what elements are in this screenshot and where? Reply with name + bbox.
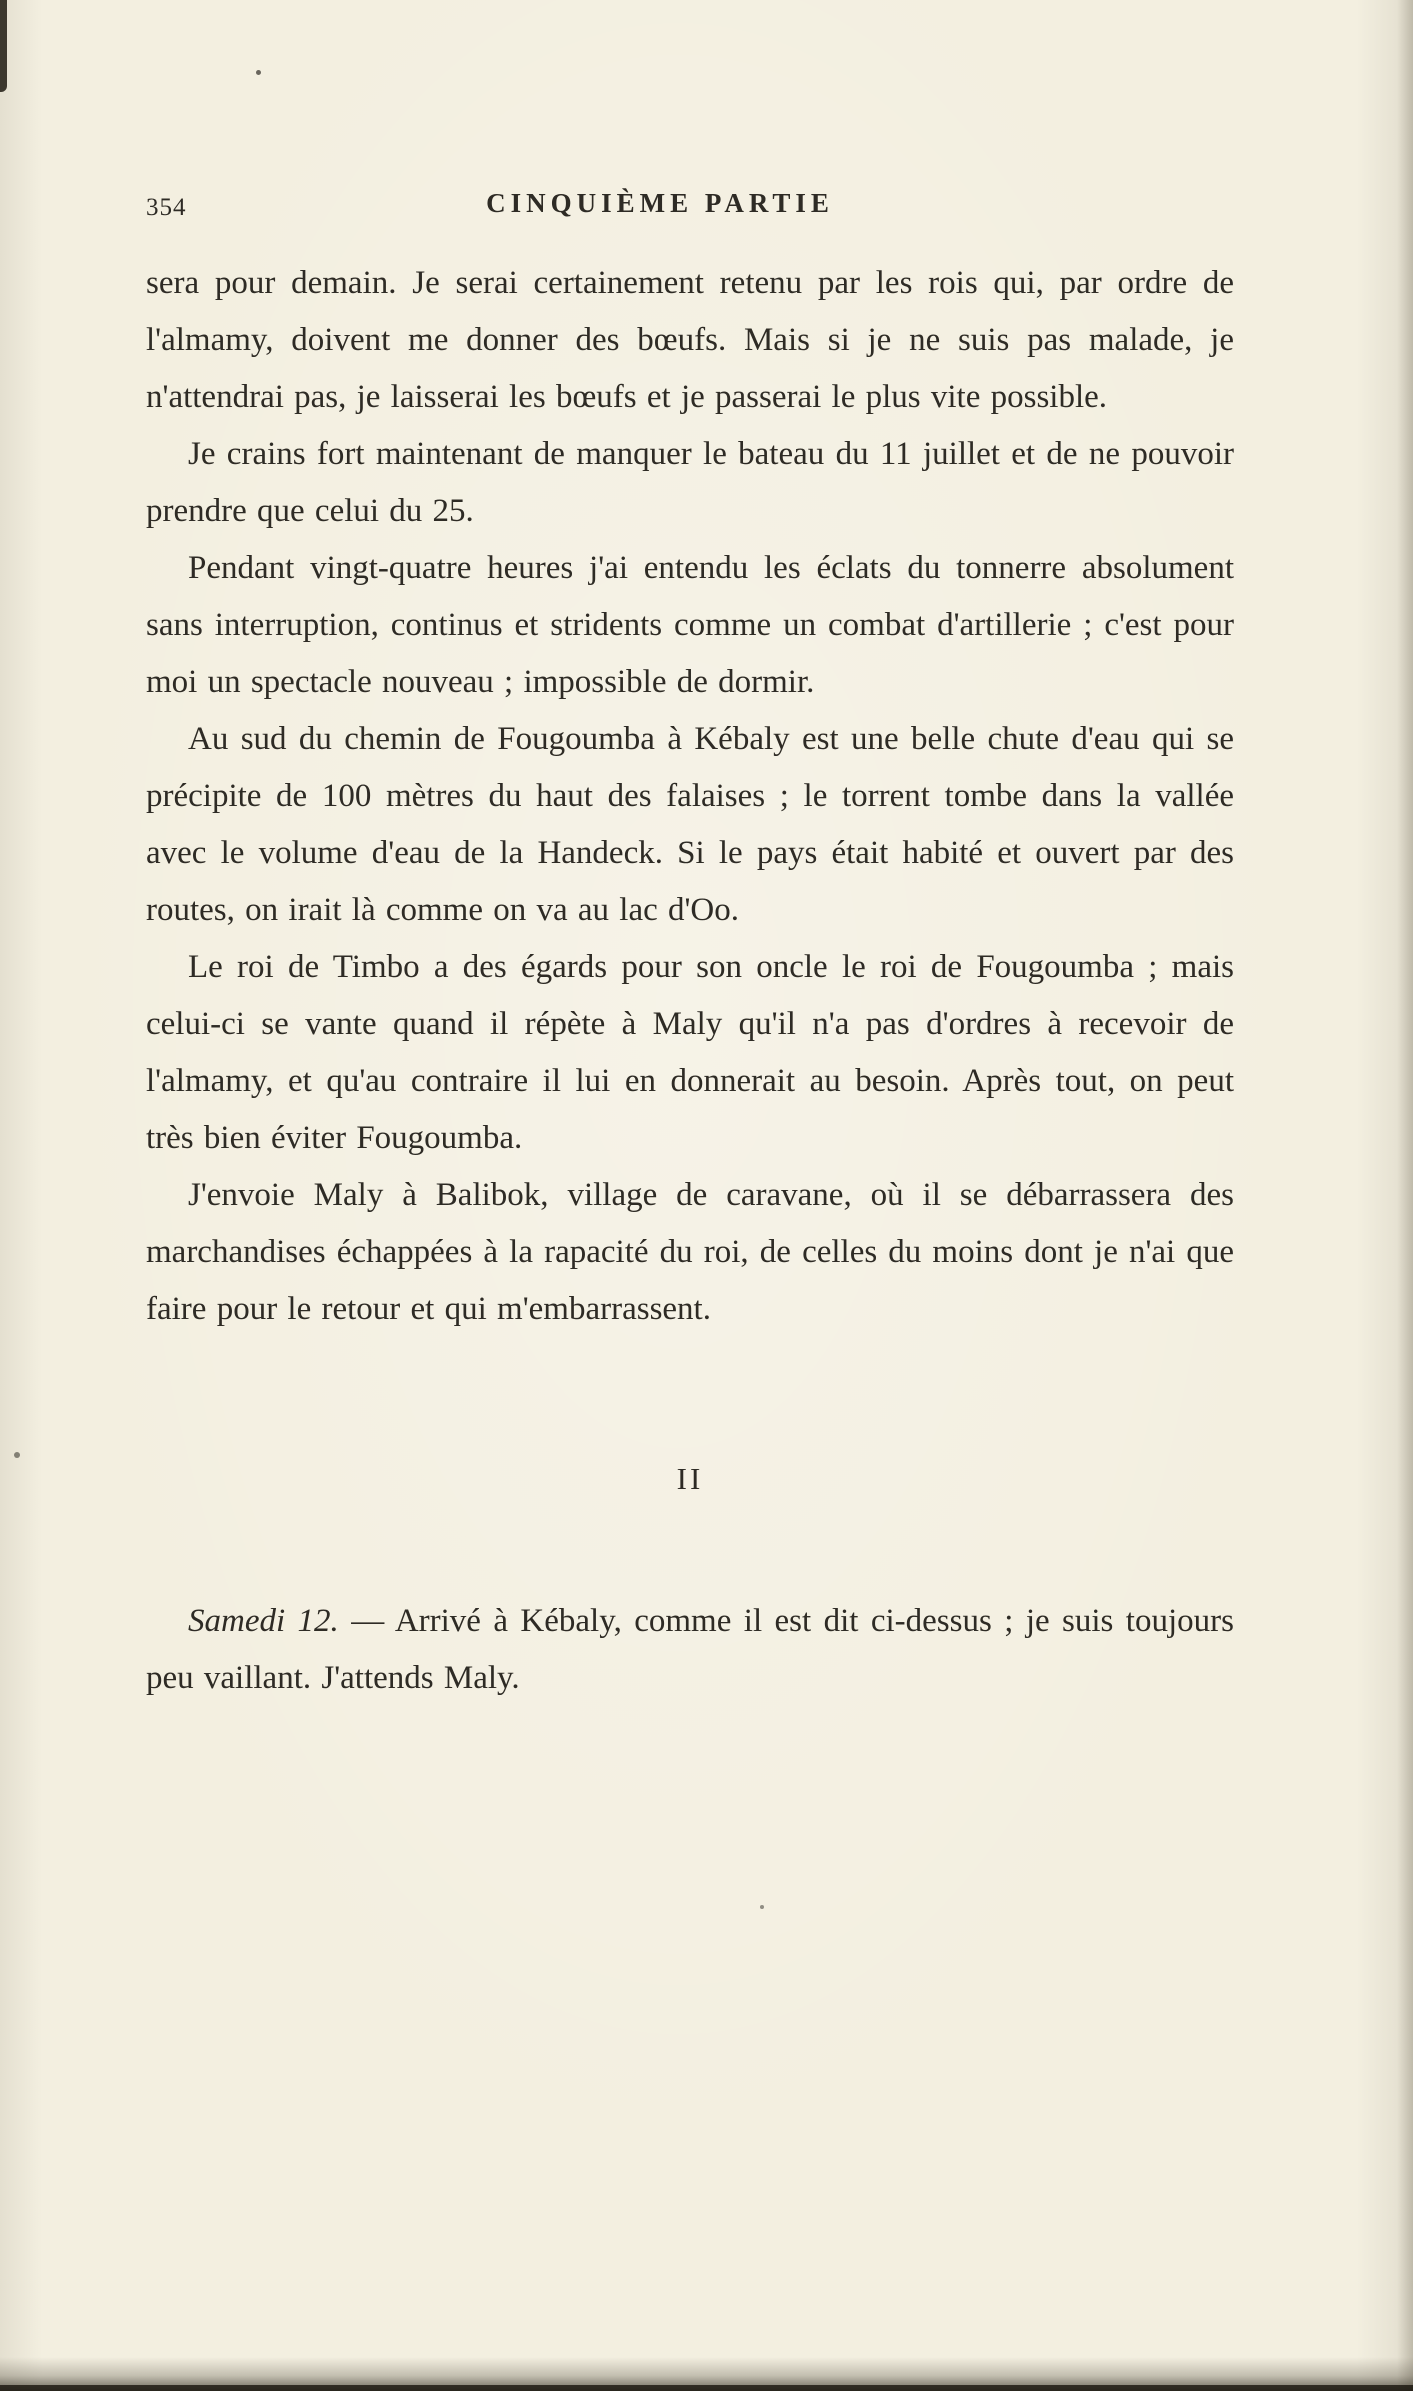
scan-edge-line-bottom (0, 2385, 1413, 2391)
entry-date: Samedi 12. (188, 1603, 339, 1639)
running-title: CINQUIÈME PARTIE (486, 188, 834, 218)
paragraph-3: Pendant vingt-quatre heures j'ai entendu les éclats du tonnerre absolument sans interruption, continus et stridents comme un combat d'artillerie ; c'est pour moi un spectacle nouveau ; impossible de dormir. (146, 550, 1234, 700)
paragraph-6: J'envoie Maly à Balibok, village de caravane, où il se débarrassera des marchandises échappées à la rapacité du roi, de celles du moins dont je n'ai que faire pour le retour et qui m'embarrassent. (146, 1177, 1234, 1327)
paragraph-5: Le roi de Timbo a des égards pour son oncle le roi de Fougoumba ; mais celui-ci se vante quand il répète à Maly qu'il n'a pas d'ordres à recevoir de l'almamy, et qu'au contraire il lui en donnerait au besoin. Après tout, on peut très bien éviter Fougoumba. (146, 949, 1234, 1156)
scan-speck (760, 1905, 764, 1909)
scan-speck (256, 70, 261, 75)
journal-entry (146, 1593, 1234, 1707)
scan-corner-artifact (0, 0, 7, 92)
page-body (146, 255, 1234, 1707)
section-heading: II (676, 1461, 704, 1496)
entry-text: — Arrivé à Kébaly, comme il est dit ci-dessus ; je suis toujours peu vaillant. J'attends Maly. (146, 1603, 1234, 1696)
scan-speck (14, 1452, 20, 1458)
running-head (146, 188, 1234, 228)
scan-edge-shadow-right (1397, 0, 1413, 2391)
paragraph-4: Au sud du chemin de Fougoumba à Kébaly est une belle chute d'eau qui se précipite de 100 mètres du haut des falaises ; le torrent tombe dans la vallée avec le volume d'eau de la Handeck. Si le pays était habité et ouvert par des routes, on irait là comme on va au lac d'Oo. (146, 721, 1234, 928)
paragraph-1: sera pour demain. Je serai certainement retenu par les rois qui, par ordre de l'almamy, doivent me donner des bœufs. Mais si je ne suis pas malade, je n'attendrai pas, je laisserai les bœufs et je passerai le plus vite possible. (146, 265, 1234, 415)
paragraph-2: Je crains fort maintenant de manquer le bateau du 11 juillet et de ne pouvoir prendre que celui du 25. (146, 436, 1234, 529)
page-number: 354 (146, 194, 187, 221)
